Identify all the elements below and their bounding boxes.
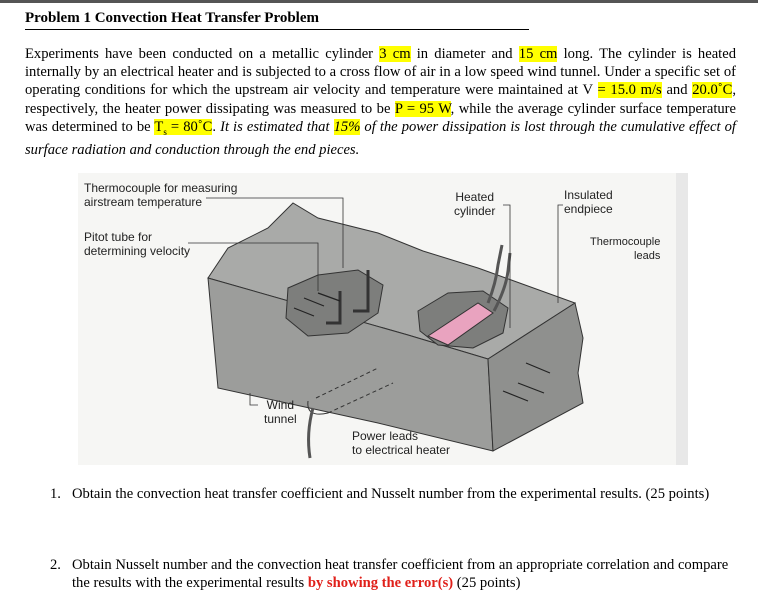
highlight-loss-percent: 15% xyxy=(333,118,361,135)
text: (25 points) xyxy=(453,575,521,591)
label-thermocouple-leads xyxy=(590,235,660,263)
question-text: Obtain the convection heat transfer coefficient and Nusselt number from the experimental results. (25 points) xyxy=(72,486,710,502)
wind-tunnel-figure xyxy=(78,173,688,465)
text: Thermocouple for measuring xyxy=(84,181,238,195)
window-top-border xyxy=(0,0,758,3)
text: , while the average cylinder surface temperature was determined to be xyxy=(25,100,737,135)
highlight-length: 15 cm xyxy=(518,46,558,62)
text: Thermocouple xyxy=(590,236,661,248)
text: Pitot tube for xyxy=(84,230,153,244)
text: Wind xyxy=(266,398,295,412)
question-number: 1. xyxy=(50,486,61,502)
text: = 80˚C xyxy=(166,118,213,135)
label-thermocouple-airstream xyxy=(84,181,237,209)
label-heated-cylinder xyxy=(454,190,495,218)
text: T xyxy=(154,118,164,135)
text: Experiments have been conducted on a metallic cylinder xyxy=(25,46,380,62)
question-number: 2. xyxy=(50,557,61,573)
text: Obtain Nusselt number and the convection heat transfer coefficient from an appropriate correlation and compare the results with the experimental results xyxy=(72,557,729,591)
text: determining velocity xyxy=(84,244,191,258)
problem-title: Problem 1 Convection Heat Transfer Problem xyxy=(25,10,529,30)
wind-tunnel-diagram xyxy=(78,173,688,465)
text: Heated xyxy=(455,190,495,204)
highlight-velocity: = 15.0 m/s xyxy=(597,82,662,99)
text: airstream temperature xyxy=(84,195,203,209)
text: Insulated xyxy=(564,188,613,202)
text: , respectively, the heater power dissipating was measured to be xyxy=(25,82,737,117)
text: cylinder xyxy=(454,204,496,218)
label-pitot-tube xyxy=(84,230,190,258)
text: . xyxy=(212,118,221,135)
text: and xyxy=(661,82,693,99)
text: to electrical heater xyxy=(352,443,451,457)
highlight-power: P = 95 W xyxy=(394,100,451,117)
label-power-leads xyxy=(352,429,450,457)
text: Power leads xyxy=(352,429,419,443)
page-edge xyxy=(676,173,688,465)
label-wind-tunnel xyxy=(264,398,297,426)
text: leads xyxy=(634,250,661,262)
label-insulated-endpiece xyxy=(564,188,613,216)
question-text xyxy=(72,556,740,592)
text: in diameter and xyxy=(410,46,519,62)
highlight-diameter: 3 cm xyxy=(379,46,411,62)
highlight-surface-temp xyxy=(154,119,212,135)
text: tunnel xyxy=(264,412,297,426)
text: long. The cylinder is heated internally by an electrical heater and is subjected to a cross flow of air in a low speed wind tunnel. Under a specific set of operating conditions for which the upstream air velocity and temperature were maintained at V xyxy=(25,46,737,99)
text: endpiece xyxy=(564,202,613,216)
highlight-temperature: 20.0˚C xyxy=(692,82,733,99)
text: s xyxy=(163,126,167,137)
text: of the power dissipation is lost through the cumulative effect of surface radiation and conduction through the end pieces. xyxy=(25,118,736,158)
problem-statement xyxy=(25,45,736,159)
emphasis-text: by showing the error(s) xyxy=(307,575,454,591)
text: It is estimated that xyxy=(220,118,334,135)
